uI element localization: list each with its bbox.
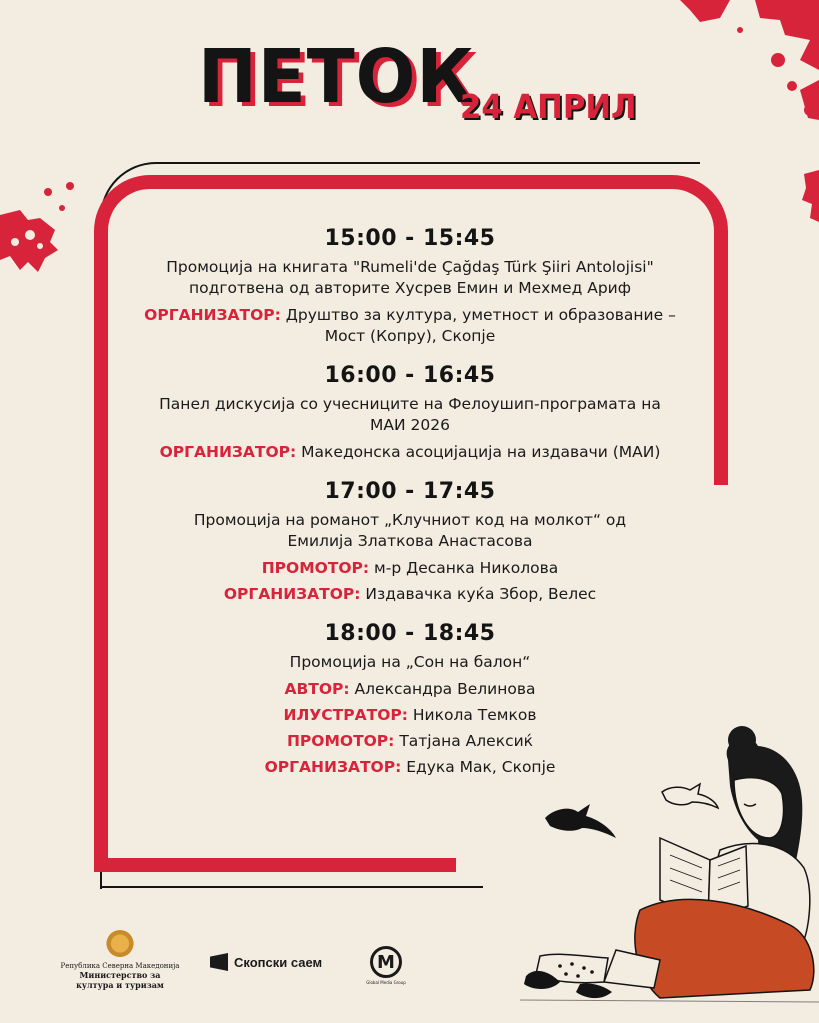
role-line [120, 584, 700, 605]
role-label: ОРГАНИЗАТОР: [159, 443, 297, 461]
event-description [120, 394, 700, 436]
date-subtitle: 24 АПРИЛ [460, 87, 637, 126]
role-value: Едука Мак, Скопје [406, 758, 556, 776]
role-label: ОРГАНИЗАТОР: [264, 758, 402, 776]
gmg-letter: M [377, 951, 395, 973]
skopje-fair-logo [210, 953, 322, 971]
global-media-group-logo [366, 946, 406, 985]
event-time: 17:00 - 17:45 [324, 479, 496, 504]
role-line [120, 442, 700, 463]
event-2 [120, 363, 700, 463]
paint-splatter-left [0, 180, 80, 280]
frame-red-bottom [94, 858, 456, 872]
ministry-country: Република Северна Македонија [60, 962, 180, 970]
role-label: ОРГАНИЗАТОР: [223, 585, 361, 603]
event-description-line: подготвена од авторите Хусрев Емин и Мехмед Ариф [189, 279, 631, 297]
role-value: Татјана Алексиќ [399, 732, 534, 750]
role-line [120, 558, 700, 579]
role-label: ОРГАНИЗАТОР: [144, 306, 281, 324]
day-title: ПЕТОК [198, 34, 475, 120]
role-value: Македонска асоцијација на издавачи (МАИ) [301, 443, 661, 461]
event-time: 16:00 - 16:45 [324, 363, 496, 388]
event-description [120, 257, 700, 299]
role-value: Александра Велинова [354, 680, 536, 698]
ministry-name: Министерство за култура и туризам [76, 970, 164, 990]
paint-splatter-top-right [660, 0, 819, 150]
gmg-circle-icon [370, 946, 402, 978]
schedule [120, 226, 700, 794]
event-time: 18:00 - 18:45 [324, 621, 496, 646]
skopje-fair-mark-icon [210, 953, 228, 971]
event-description-line: МАИ 2026 [370, 416, 450, 434]
coat-of-arms-icon [105, 930, 135, 960]
role-line [120, 305, 700, 347]
role-line [120, 679, 700, 700]
role-label: ПРОМОТОР: [261, 559, 370, 577]
role-value: Издавачка куќа Збор, Велес [365, 585, 597, 603]
event-1 [120, 226, 700, 347]
role-label: ПРОМОТОР: [286, 732, 395, 750]
event-description [120, 652, 700, 673]
skopje-fair-name: Скопски саем [234, 954, 323, 970]
event-description-line: Емилија Златкова Анастасова [287, 532, 533, 550]
role-value: Никола Темков [412, 706, 537, 724]
event-time: 15:00 - 15:45 [324, 226, 496, 251]
ministry-logo [60, 930, 180, 990]
event-description-line: Панел дискусија со учесниците на Фелоушип-програмата на [159, 395, 661, 413]
event-description-line: Промоција на книгата "Rumeli'de Çağdaş Türk Şiiri Antolojisi" [166, 258, 654, 276]
event-3 [120, 479, 700, 605]
role-value: Мост (Копру), Скопје [324, 327, 496, 345]
gmg-caption: Global Media Group [366, 980, 406, 985]
event-description-line: Промоција на „Сон на балон“ [289, 653, 531, 671]
role-value: м-р Десанка Николова [374, 559, 559, 577]
event-description [120, 510, 700, 552]
paint-splatter-right [798, 170, 819, 230]
role-label: ИЛУСТРАТОР: [283, 706, 408, 724]
role-label: АВТОР: [284, 680, 350, 698]
reading-girl-illustration [520, 720, 819, 1023]
event-description-line: Промоција на романот „Клучниот код на молкот“ од [193, 511, 627, 529]
frame-red-left [94, 440, 108, 870]
frame-outline-bottom [100, 886, 483, 888]
role-value: Друштво за култура, уметност и образование – [285, 306, 676, 324]
